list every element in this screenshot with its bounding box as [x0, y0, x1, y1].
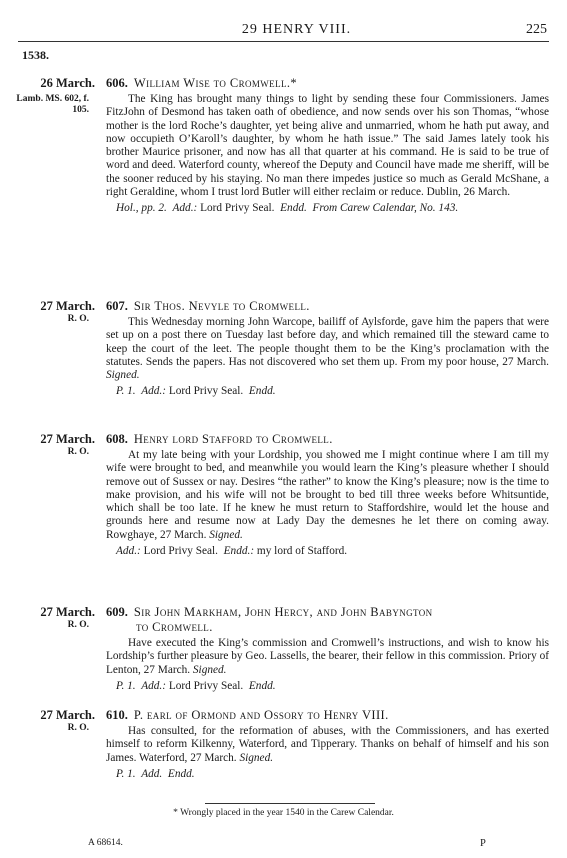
entry-heading: [106, 708, 549, 723]
entry-number: 609.: [106, 605, 128, 619]
entry-text-body: Has consulted, for the reformation of abuses, with the Commissioners, and has exerted himself to reform Kilkenny, Waterford, and Tipperary. Thanks on behalf of himself and his son James. Waterford, 27 March.: [106, 725, 549, 764]
entry-margin: [0, 76, 95, 116]
entry-text: [106, 449, 549, 542]
entry-number: 606.: [106, 76, 128, 90]
entry-margin: [0, 432, 95, 458]
entry-date: 26 March.: [40, 76, 95, 90]
entry-date: 27 March.: [40, 299, 95, 313]
entry-body: [106, 708, 549, 781]
entry-note: [106, 545, 549, 558]
signed-mark: Signed.: [239, 751, 274, 764]
entry-margin: [0, 708, 95, 734]
note-format: P. 1.: [116, 679, 136, 692]
entry-heading: [106, 432, 549, 447]
signed-mark: Signed.: [192, 663, 227, 676]
entry-text: [106, 316, 549, 382]
entry-note: [106, 680, 549, 693]
entry-text-body: At my late being with your Lordship, you showed me I might continue where I am till my wife were brought to bed, and meanwhile you would learn the King’s pleasure whether I should remove out of Sussex or nay. Desires “the rather” to know the King’s pleasure; now is the time to make provision, and his wife will not be brought to bed till three weeks before Whitsuntide, which shall be too late. If he knew he must return to Staffordshire, would let the house and grounds here and resume now at Lady Day the demesnes he let there on coming away. Rowghaye, 27 March.: [106, 449, 549, 541]
header-rule: [18, 41, 549, 42]
note-address-label: Add.:: [116, 545, 141, 558]
footnote: * Wrongly placed in the year 1540 in the Carew Calendar.: [173, 808, 394, 818]
year-label: 1538.: [22, 48, 49, 62]
entry-source: R. O.: [67, 620, 89, 630]
entry-title-continued: to Cromwell.: [136, 620, 213, 634]
note-address-label: Add.: [141, 767, 163, 780]
entry-text: [106, 637, 549, 677]
running-title: 29 HENRY VIII.: [241, 22, 352, 37]
entry-text-body: This Wednesday morning John Warcope, bailiff of Aylsforde, gave him the papers that were set up on a post there on Tuesday last before day, and which remained till the steward came to keep the court of the leet. The people thought them to be the King’s proclamation with the statutes. Sends the papers. Has not discovered who set them up. From my poor house, 27 March.: [106, 316, 549, 368]
entry-text: The King has brought many things to light by sending these four Commissioners. James FitzJohn of Desmond has taken oath of obedience, and now sends over his son Thomas, “whose mother is the lord Roche’s daughter, yet being alive and unmarried, whom he hath put away, and now occupieth O’Karoll’s daughter, by whom he hath issue.” The said James lately took his brother Maurice prisoner, and now has all that quarter at his command. He is said to be true of word and deed. Waterford county, whereof the Deputy and Council have made me sheriff, will be the sooner reduced by his staying. No man there impedes justice so much as Gerald McShane, a right Geraldine, whom I trust lord Butler will either reclaim or reduce. Dublin, 26 March.: [106, 93, 549, 199]
entry-text: [106, 725, 549, 765]
signed-mark: Signed.: [209, 528, 243, 541]
entry-heading: [106, 605, 549, 635]
entry-body: [106, 299, 549, 399]
note-endorsed: Endd.: [248, 385, 276, 398]
entry-title: William Wise to Cromwell.*: [133, 76, 298, 90]
entry-note: [106, 202, 549, 215]
note-source-ref: From Carew Calendar, No. 143.: [312, 202, 459, 215]
footnote-rule: [205, 803, 375, 804]
running-head: [40, 22, 553, 40]
note-endorsed: Endd.: [280, 202, 307, 215]
entry-text-body: Have executed the King’s commission and Cromwell’s instructions, and wish to know his Lordship’s further pleasure by Geo. Lassells, the bearer, their fellow in this commission. Priory of Lenton, 27 March.: [106, 637, 549, 676]
page-number: 225: [526, 22, 547, 37]
note-address-label: Add.:: [172, 202, 198, 215]
entry-number: 608.: [106, 432, 128, 446]
entry-heading: [106, 299, 549, 314]
entry-body: [106, 605, 549, 693]
entry-number: 610.: [106, 708, 128, 722]
note-address-label: Add.:: [141, 385, 167, 398]
note-format: P. 1.: [116, 385, 136, 398]
entry-date: 27 March.: [40, 708, 95, 722]
entry-date: 27 March.: [40, 432, 95, 446]
note-address: Lord Privy Seal.: [168, 679, 244, 692]
entry-title: Sir John Markham, John Hercy, and John Babyngton: [133, 605, 433, 619]
note-address: Lord Privy Seal.: [200, 202, 275, 215]
entry-body: [106, 76, 549, 216]
signature-mark: P: [480, 838, 486, 849]
entry-note: [106, 385, 549, 398]
note-endorsed: Endd.: [167, 767, 195, 780]
entry-source: R. O.: [67, 314, 89, 324]
entry-number: 607.: [106, 299, 128, 313]
note-address: Lord Privy Seal.: [143, 545, 218, 558]
entry-date: 27 March.: [40, 605, 95, 619]
signed-mark: Signed.: [106, 369, 140, 382]
note-endorsed-label: Endd.:: [223, 545, 255, 558]
entry-source: R. O.: [67, 447, 89, 457]
note-endorsed: Endd.: [248, 679, 276, 692]
note-address-label: Add.:: [141, 679, 167, 692]
note-format: P. 1.: [116, 767, 136, 780]
entry-title: Sir Thos. Nevyle to Cromwell.: [133, 299, 310, 313]
entry-source: Lamb. MS. 602, f. 105.: [16, 94, 89, 115]
entry-source: R. O.: [67, 723, 89, 733]
print-code: A 68614.: [88, 838, 123, 848]
entry-margin: [0, 299, 95, 325]
entry-body: [106, 432, 549, 558]
entry-title: P. earl of Ormond and Ossory to Henry VIII.: [133, 708, 389, 722]
entry-title: Henry lord Stafford to Cromwell.: [133, 432, 333, 446]
entry-heading: [106, 76, 549, 91]
entry-note: [106, 768, 549, 781]
note-endorsed: my lord of Stafford.: [256, 545, 348, 558]
note-address: Lord Privy Seal.: [168, 385, 244, 398]
note-format: Hol., pp. 2.: [116, 202, 167, 215]
entry-margin: [0, 605, 95, 631]
